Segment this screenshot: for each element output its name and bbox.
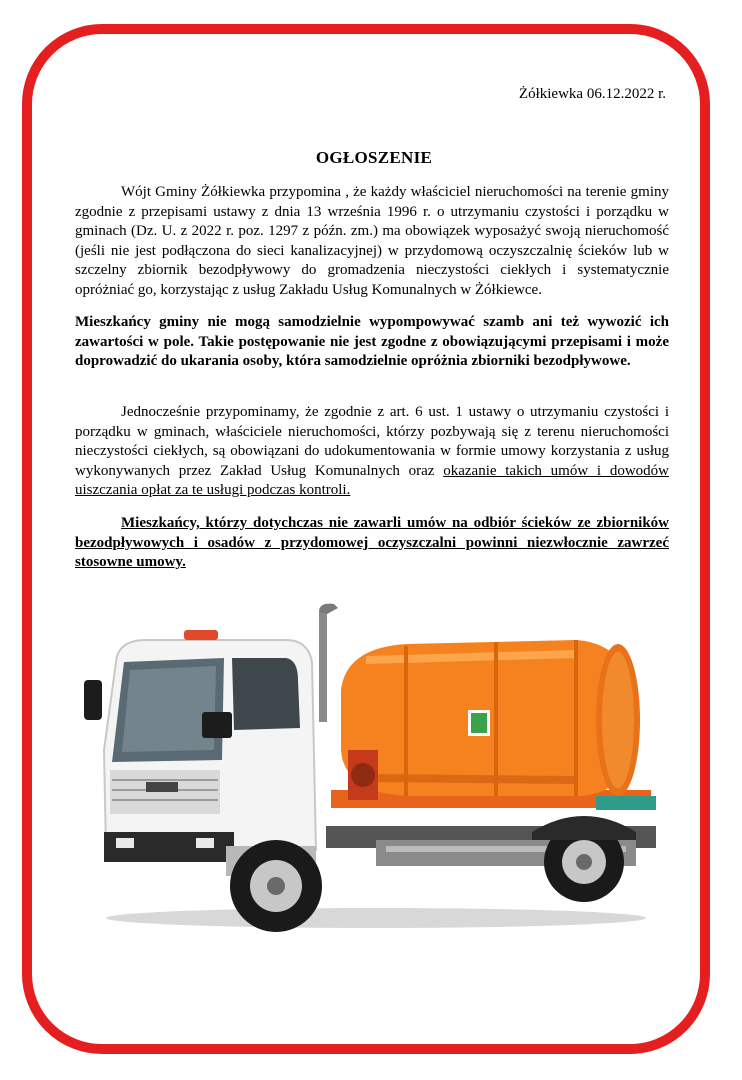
appeal-paragraph: Mieszkańcy, którzy dotychczas nie zawarli umów na odbiór ścieków ze zbiorników bezodpływowych i osadów z przydomowej oczyszczalni powinni niezwłocznie zawrzeć stosowne umowy. (75, 515, 669, 570)
obligation-paragraph (75, 403, 669, 501)
page-title: OGŁOSZENIE (315, 148, 433, 167)
document-date: Żółkiewka 06.12.2022 r. (518, 86, 666, 102)
obligation-text: Jednocześnie przypominamy, że zgodnie z art. 6 ust. 1 ustawy o utrzymaniu czystości i porządku w gminach, właściciele nieruchomości, którzy pozbywają się z terenu nieruchomości nieczystości ciekłych, są obowiązani do udokumentowania w formie umowy korzystania z usług wykonywanych przez Zakład Usług Komunalnych oraz (75, 404, 669, 479)
tanker-truck-image (76, 600, 666, 940)
obligation-underlined-text: okazanie takich umów i dowodów uiszczania opłat za te usługi podczas kontroli. (75, 462, 669, 498)
intro-paragraph: Wójt Gminy Żółkiewka przypomina , że każdy właściciel nieruchomości na terenie gminy zgodnie z przepisami ustawy z dnia 13 września 1996 r. o utrzymaniu czystości i porządku w gminach (Dz. U. z 2022 r. poz. 1297 z późn. zm.) ma obowiązek wyposażyć swoją nieruchomość (jeśli nie jest podłączona do sieci kanalizacyjnej) w przydomową oczyszczalnię ścieków lub w szczelny zbiornik bezodpływowy do gromadzenia nieczystości ciekłych i systematycznie opróżniać go, korzystając z usług Zakładu Usług Komunalnych w Żółkiewce. (75, 184, 669, 298)
warning-paragraph: Mieszkańcy gminy nie mogą samodzielnie wypompowywać szamb ani też wywozić ich zawartości w pole. Takie postępowanie nie jest zgodne z obowiązującymi przepisami i może doprowadzić do ukarania osoby, która samodzielnie opróżnia zbiorniki bezodpływowe. (75, 314, 669, 369)
